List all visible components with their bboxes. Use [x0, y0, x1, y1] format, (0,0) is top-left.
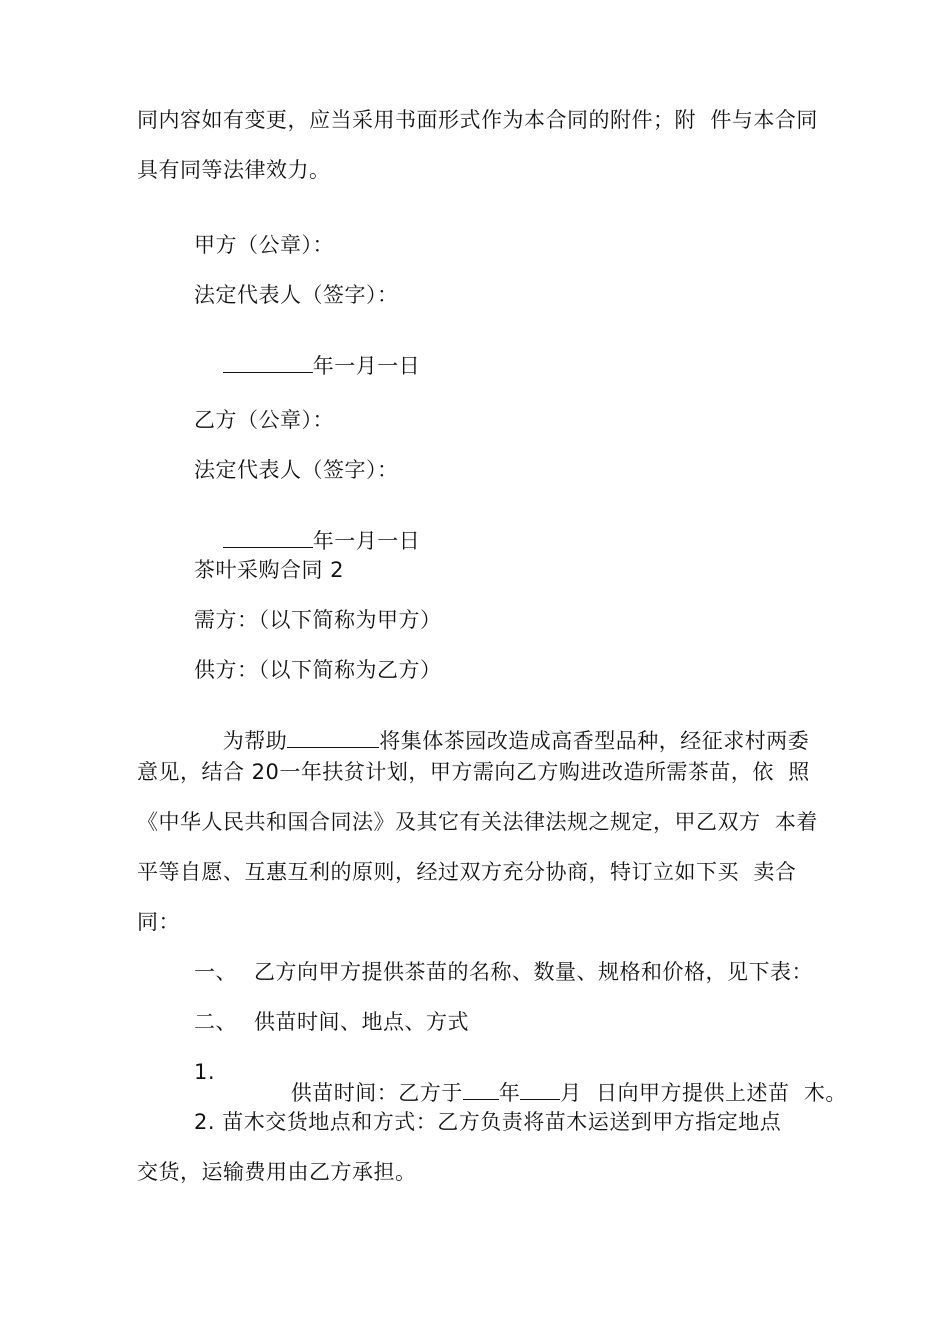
clause-one-text: 乙方向甲方提供茶苗的名称、数量、规格和价格，见下表： — [254, 960, 813, 984]
blank-underline — [223, 546, 313, 548]
blank-underline — [287, 746, 379, 748]
blank-underline — [463, 1098, 499, 1100]
item-one-number: 1. — [194, 1060, 216, 1084]
party-b-seal-label: 乙方（公章）： — [194, 408, 334, 432]
clause-two-number: 二、 — [194, 1010, 237, 1034]
section-title: 茶叶采购合同 2 — [194, 558, 345, 582]
date-label: 年一月一日 — [312, 354, 421, 378]
blank-underline — [520, 1098, 560, 1100]
paragraph-line: 《中华人民共和国合同法》及其它有关法律法规之规定，甲乙双方 本着 — [137, 810, 818, 834]
text-segment: 将集体茶园改造成高香型品种，经征求村两委 — [379, 729, 810, 753]
supplier-label: 供方：（以下简称为乙方） — [194, 658, 442, 682]
party-a-date-line — [194, 335, 420, 398]
paragraph-line: 平等自愿、互惠互利的原则，经过双方充分协商，特订立如下买 卖合 — [137, 860, 797, 884]
buyer-label: 需方：（以下简称为甲方） — [194, 608, 442, 632]
party-b-representative-label: 法定代表人（签字）： — [194, 458, 399, 482]
date-label: 年一月一日 — [312, 529, 421, 553]
paragraph-line: 同： — [137, 910, 180, 934]
text-segment: 月 日向甲方提供上述苗 木。 — [560, 1081, 847, 1105]
paragraph-line: 同内容如有变更，应当采用书面形式作为本合同的附件；附 件与本合同 — [137, 108, 818, 132]
text-segment: 供苗时间：乙方于 — [290, 1081, 463, 1105]
clause-two-text: 供苗时间、地点、方式 — [254, 1010, 469, 1034]
paragraph-line: 2. 苗木交货地点和方式：乙方负责将苗木运送到甲方指定地点 — [194, 1110, 782, 1134]
party-a-representative-label: 法定代表人（签字）： — [194, 283, 399, 307]
paragraph-line: 意见，结合 20一年扶贫计划，甲方需向乙方购进改造所需茶苗，依 照 — [137, 760, 810, 784]
party-a-seal-label: 甲方（公章）： — [194, 233, 334, 257]
paragraph-line: 交货，运输费用由乙方承担。 — [137, 1160, 417, 1184]
paragraph-line: 具有同等法律效力。 — [137, 158, 331, 182]
text-segment: 年 — [498, 1081, 521, 1105]
text-segment: 为帮助 — [222, 729, 288, 753]
clause-one-number: 一、 — [194, 960, 237, 984]
blank-underline — [223, 371, 313, 373]
